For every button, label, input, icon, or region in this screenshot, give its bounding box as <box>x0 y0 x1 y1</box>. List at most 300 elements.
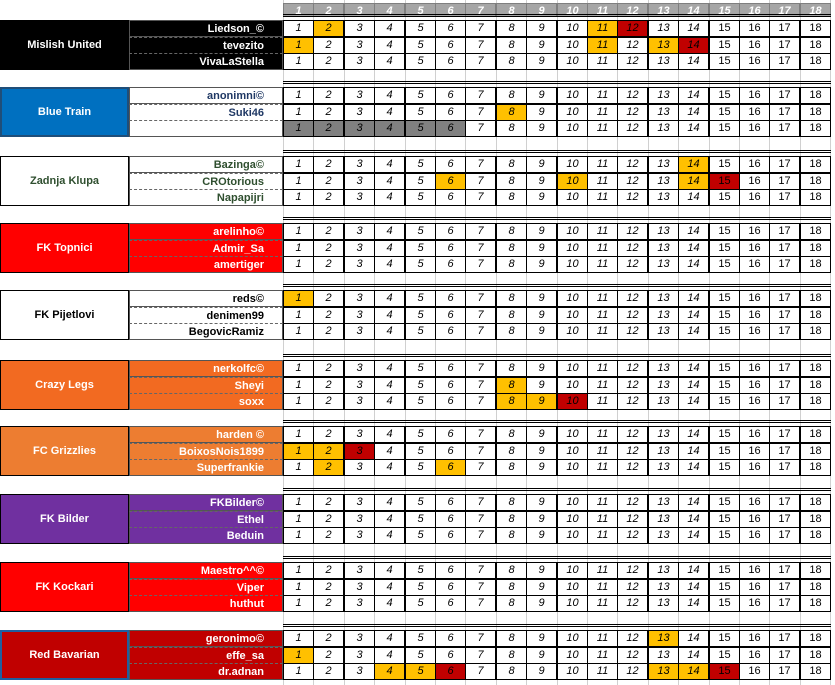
player-name[interactable]: Ethel <box>129 511 283 528</box>
round-cell[interactable]: 1 <box>283 393 314 410</box>
round-cell[interactable]: 15 <box>709 360 740 377</box>
round-cell[interactable]: 8 <box>496 360 527 377</box>
round-cell[interactable]: 17 <box>769 630 800 647</box>
round-cell[interactable]: 2 <box>313 307 344 324</box>
round-cell[interactable]: 8 <box>496 443 527 460</box>
round-cell[interactable]: 1 <box>283 562 314 579</box>
round-cell[interactable]: 11 <box>587 647 618 664</box>
round-cell[interactable]: 14 <box>678 37 709 54</box>
round-cell[interactable]: 4 <box>374 53 405 70</box>
round-cell[interactable]: 1 <box>283 240 314 257</box>
round-cell[interactable]: 1 <box>283 104 314 121</box>
player-name[interactable]: Admir_Sa <box>129 240 283 257</box>
round-cell[interactable]: 15 <box>709 104 740 121</box>
round-cell[interactable]: 17 <box>769 562 800 579</box>
round-cell[interactable]: 8 <box>496 494 527 511</box>
round-cell[interactable]: 5 <box>405 223 436 240</box>
round-cell[interactable]: 8 <box>496 290 527 307</box>
round-cell[interactable]: 15 <box>709 189 740 206</box>
round-cell[interactable]: 8 <box>496 527 527 544</box>
round-cell[interactable]: 5 <box>405 87 436 104</box>
round-cell[interactable]: 2 <box>313 527 344 544</box>
round-cell[interactable]: 10 <box>557 53 588 70</box>
round-cell[interactable]: 11 <box>587 120 618 137</box>
round-cell[interactable]: 4 <box>374 189 405 206</box>
round-cell[interactable]: 18 <box>800 156 831 173</box>
round-cell[interactable]: 10 <box>557 647 588 664</box>
round-cell[interactable]: 13 <box>648 527 679 544</box>
round-cell[interactable]: 15 <box>709 377 740 394</box>
round-cell[interactable]: 3 <box>344 527 375 544</box>
player-name[interactable]: reds© <box>129 290 283 307</box>
round-cell[interactable]: 3 <box>344 104 375 121</box>
round-cell[interactable]: 11 <box>587 240 618 257</box>
round-cell[interactable]: 11 <box>587 104 618 121</box>
round-cell[interactable]: 8 <box>496 256 527 273</box>
round-cell[interactable]: 15 <box>709 595 740 612</box>
round-cell[interactable]: 18 <box>800 223 831 240</box>
round-cell[interactable]: 17 <box>769 290 800 307</box>
round-cell[interactable]: 14 <box>678 256 709 273</box>
round-cell[interactable]: 3 <box>344 323 375 340</box>
round-cell[interactable]: 1 <box>283 323 314 340</box>
round-cell[interactable]: 10 <box>557 223 588 240</box>
round-cell[interactable]: 2 <box>313 256 344 273</box>
round-cell[interactable]: 9 <box>526 426 557 443</box>
round-cell[interactable]: 17 <box>769 511 800 528</box>
round-cell[interactable]: 10 <box>557 307 588 324</box>
round-cell[interactable]: 14 <box>678 156 709 173</box>
round-cell[interactable]: 3 <box>344 393 375 410</box>
round-cell[interactable]: 2 <box>313 120 344 137</box>
round-cell[interactable]: 7 <box>465 393 496 410</box>
round-cell[interactable]: 5 <box>405 595 436 612</box>
round-cell[interactable]: 2 <box>313 459 344 476</box>
round-cell[interactable]: 11 <box>587 443 618 460</box>
round-cell[interactable]: 5 <box>405 663 436 680</box>
round-cell[interactable]: 7 <box>465 459 496 476</box>
round-cell[interactable]: 16 <box>739 494 770 511</box>
round-cell[interactable]: 14 <box>678 360 709 377</box>
round-cell[interactable]: 10 <box>557 256 588 273</box>
round-cell[interactable]: 13 <box>648 173 679 190</box>
round-cell[interactable]: 9 <box>526 595 557 612</box>
round-cell[interactable]: 15 <box>709 20 740 37</box>
round-cell[interactable]: 14 <box>678 290 709 307</box>
column-header[interactable]: 11 <box>587 3 618 17</box>
round-cell[interactable]: 16 <box>739 20 770 37</box>
round-cell[interactable]: 18 <box>800 37 831 54</box>
round-cell[interactable]: 1 <box>283 87 314 104</box>
round-cell[interactable]: 17 <box>769 120 800 137</box>
round-cell[interactable]: 12 <box>617 459 648 476</box>
player-name[interactable]: Sheyi <box>129 377 283 394</box>
round-cell[interactable]: 17 <box>769 223 800 240</box>
round-cell[interactable]: 6 <box>435 511 466 528</box>
round-cell[interactable]: 10 <box>557 360 588 377</box>
round-cell[interactable]: 9 <box>526 511 557 528</box>
round-cell[interactable]: 6 <box>435 53 466 70</box>
player-name[interactable]: huthut <box>129 595 283 612</box>
round-cell[interactable]: 3 <box>344 189 375 206</box>
round-cell[interactable]: 16 <box>739 459 770 476</box>
round-cell[interactable]: 7 <box>465 87 496 104</box>
round-cell[interactable]: 6 <box>435 562 466 579</box>
round-cell[interactable]: 17 <box>769 240 800 257</box>
round-cell[interactable]: 7 <box>465 426 496 443</box>
round-cell[interactable]: 8 <box>496 223 527 240</box>
round-cell[interactable]: 3 <box>344 290 375 307</box>
round-cell[interactable]: 10 <box>557 393 588 410</box>
round-cell[interactable]: 6 <box>435 290 466 307</box>
round-cell[interactable]: 11 <box>587 663 618 680</box>
round-cell[interactable]: 5 <box>405 323 436 340</box>
round-cell[interactable]: 4 <box>374 443 405 460</box>
round-cell[interactable]: 3 <box>344 120 375 137</box>
round-cell[interactable]: 15 <box>709 443 740 460</box>
round-cell[interactable]: 11 <box>587 323 618 340</box>
round-cell[interactable]: 10 <box>557 104 588 121</box>
round-cell[interactable]: 11 <box>587 37 618 54</box>
round-cell[interactable]: 15 <box>709 527 740 544</box>
round-cell[interactable]: 4 <box>374 630 405 647</box>
round-cell[interactable]: 14 <box>678 173 709 190</box>
round-cell[interactable]: 7 <box>465 323 496 340</box>
round-cell[interactable]: 18 <box>800 256 831 273</box>
round-cell[interactable]: 9 <box>526 120 557 137</box>
round-cell[interactable]: 13 <box>648 393 679 410</box>
round-cell[interactable]: 11 <box>587 426 618 443</box>
round-cell[interactable]: 13 <box>648 290 679 307</box>
round-cell[interactable]: 7 <box>465 120 496 137</box>
round-cell[interactable]: 16 <box>739 562 770 579</box>
round-cell[interactable]: 13 <box>648 223 679 240</box>
round-cell[interactable]: 8 <box>496 173 527 190</box>
round-cell[interactable]: 2 <box>313 156 344 173</box>
round-cell[interactable]: 16 <box>739 290 770 307</box>
round-cell[interactable]: 16 <box>739 393 770 410</box>
round-cell[interactable]: 14 <box>678 426 709 443</box>
round-cell[interactable]: 14 <box>678 189 709 206</box>
round-cell[interactable]: 11 <box>587 156 618 173</box>
round-cell[interactable]: 12 <box>617 120 648 137</box>
round-cell[interactable]: 17 <box>769 323 800 340</box>
round-cell[interactable]: 17 <box>769 494 800 511</box>
player-name[interactable]: amertiger <box>129 256 283 273</box>
round-cell[interactable]: 17 <box>769 377 800 394</box>
round-cell[interactable]: 11 <box>587 377 618 394</box>
round-cell[interactable]: 17 <box>769 426 800 443</box>
round-cell[interactable]: 16 <box>739 87 770 104</box>
round-cell[interactable]: 13 <box>648 240 679 257</box>
round-cell[interactable]: 16 <box>739 426 770 443</box>
round-cell[interactable]: 1 <box>283 579 314 596</box>
round-cell[interactable]: 5 <box>405 37 436 54</box>
round-cell[interactable]: 8 <box>496 20 527 37</box>
round-cell[interactable]: 14 <box>678 307 709 324</box>
round-cell[interactable]: 2 <box>313 663 344 680</box>
round-cell[interactable]: 14 <box>678 663 709 680</box>
round-cell[interactable]: 6 <box>435 663 466 680</box>
column-header[interactable]: 17 <box>769 3 800 17</box>
round-cell[interactable]: 16 <box>739 37 770 54</box>
column-header[interactable]: 15 <box>709 3 740 17</box>
round-cell[interactable]: 18 <box>800 104 831 121</box>
round-cell[interactable]: 9 <box>526 53 557 70</box>
round-cell[interactable]: 6 <box>435 20 466 37</box>
round-cell[interactable]: 17 <box>769 527 800 544</box>
round-cell[interactable]: 18 <box>800 53 831 70</box>
round-cell[interactable]: 15 <box>709 120 740 137</box>
round-cell[interactable]: 16 <box>739 223 770 240</box>
round-cell[interactable]: 3 <box>344 87 375 104</box>
round-cell[interactable]: 1 <box>283 494 314 511</box>
round-cell[interactable]: 15 <box>709 37 740 54</box>
round-cell[interactable]: 13 <box>648 426 679 443</box>
round-cell[interactable]: 15 <box>709 579 740 596</box>
round-cell[interactable]: 12 <box>617 290 648 307</box>
round-cell[interactable]: 9 <box>526 443 557 460</box>
round-cell[interactable]: 1 <box>283 53 314 70</box>
round-cell[interactable]: 17 <box>769 104 800 121</box>
round-cell[interactable]: 12 <box>617 256 648 273</box>
round-cell[interactable]: 13 <box>648 595 679 612</box>
round-cell[interactable]: 18 <box>800 527 831 544</box>
round-cell[interactable]: 15 <box>709 562 740 579</box>
player-name[interactable]: CROtorious <box>129 173 283 190</box>
round-cell[interactable]: 5 <box>405 360 436 377</box>
round-cell[interactable]: 8 <box>496 37 527 54</box>
round-cell[interactable]: 4 <box>374 104 405 121</box>
round-cell[interactable]: 10 <box>557 323 588 340</box>
round-cell[interactable]: 12 <box>617 37 648 54</box>
player-name[interactable]: VivaLaStella <box>129 53 283 70</box>
round-cell[interactable]: 1 <box>283 377 314 394</box>
round-cell[interactable]: 6 <box>435 104 466 121</box>
round-cell[interactable]: 9 <box>526 189 557 206</box>
round-cell[interactable]: 13 <box>648 189 679 206</box>
round-cell[interactable]: 8 <box>496 426 527 443</box>
round-cell[interactable]: 7 <box>465 630 496 647</box>
round-cell[interactable]: 12 <box>617 630 648 647</box>
round-cell[interactable]: 5 <box>405 290 436 307</box>
round-cell[interactable]: 7 <box>465 579 496 596</box>
round-cell[interactable]: 3 <box>344 647 375 664</box>
round-cell[interactable]: 17 <box>769 173 800 190</box>
round-cell[interactable]: 9 <box>526 307 557 324</box>
round-cell[interactable]: 5 <box>405 307 436 324</box>
round-cell[interactable]: 3 <box>344 663 375 680</box>
round-cell[interactable]: 12 <box>617 87 648 104</box>
round-cell[interactable]: 7 <box>465 663 496 680</box>
round-cell[interactable]: 7 <box>465 443 496 460</box>
round-cell[interactable]: 13 <box>648 647 679 664</box>
player-name[interactable]: Bazinga© <box>129 156 283 173</box>
column-header[interactable]: 18 <box>800 3 831 17</box>
round-cell[interactable]: 15 <box>709 223 740 240</box>
round-cell[interactable]: 12 <box>617 307 648 324</box>
round-cell[interactable]: 4 <box>374 307 405 324</box>
round-cell[interactable]: 6 <box>435 426 466 443</box>
round-cell[interactable]: 16 <box>739 240 770 257</box>
round-cell[interactable]: 12 <box>617 240 648 257</box>
round-cell[interactable]: 10 <box>557 240 588 257</box>
round-cell[interactable]: 18 <box>800 647 831 664</box>
round-cell[interactable]: 3 <box>344 459 375 476</box>
round-cell[interactable]: 2 <box>313 87 344 104</box>
round-cell[interactable]: 4 <box>374 527 405 544</box>
round-cell[interactable]: 4 <box>374 426 405 443</box>
round-cell[interactable]: 4 <box>374 511 405 528</box>
round-cell[interactable]: 5 <box>405 562 436 579</box>
round-cell[interactable]: 9 <box>526 647 557 664</box>
round-cell[interactable]: 12 <box>617 494 648 511</box>
round-cell[interactable]: 10 <box>557 494 588 511</box>
round-cell[interactable]: 15 <box>709 307 740 324</box>
round-cell[interactable]: 7 <box>465 377 496 394</box>
round-cell[interactable]: 18 <box>800 511 831 528</box>
round-cell[interactable]: 13 <box>648 307 679 324</box>
round-cell[interactable]: 1 <box>283 511 314 528</box>
round-cell[interactable]: 6 <box>435 256 466 273</box>
round-cell[interactable]: 16 <box>739 377 770 394</box>
column-header[interactable]: 12 <box>617 3 648 17</box>
column-header[interactable]: 14 <box>678 3 709 17</box>
round-cell[interactable]: 12 <box>617 595 648 612</box>
round-cell[interactable]: 12 <box>617 377 648 394</box>
round-cell[interactable]: 15 <box>709 494 740 511</box>
round-cell[interactable]: 6 <box>435 595 466 612</box>
round-cell[interactable]: 16 <box>739 663 770 680</box>
round-cell[interactable]: 14 <box>678 104 709 121</box>
round-cell[interactable]: 18 <box>800 173 831 190</box>
round-cell[interactable]: 17 <box>769 307 800 324</box>
round-cell[interactable]: 13 <box>648 494 679 511</box>
round-cell[interactable]: 14 <box>678 53 709 70</box>
column-header[interactable]: 5 <box>405 3 436 17</box>
player-name[interactable]: geronimo© <box>129 630 283 647</box>
column-header[interactable]: 16 <box>739 3 770 17</box>
round-cell[interactable]: 11 <box>587 527 618 544</box>
round-cell[interactable]: 4 <box>374 647 405 664</box>
round-cell[interactable]: 4 <box>374 87 405 104</box>
round-cell[interactable]: 13 <box>648 579 679 596</box>
round-cell[interactable]: 5 <box>405 156 436 173</box>
player-name[interactable]: BegovicRamiz <box>129 323 283 340</box>
team-name[interactable]: Crazy Legs <box>0 360 129 410</box>
round-cell[interactable]: 3 <box>344 53 375 70</box>
column-header[interactable]: 2 <box>313 3 344 17</box>
round-cell[interactable]: 2 <box>313 20 344 37</box>
round-cell[interactable]: 11 <box>587 173 618 190</box>
round-cell[interactable]: 3 <box>344 562 375 579</box>
round-cell[interactable]: 11 <box>587 256 618 273</box>
round-cell[interactable]: 12 <box>617 20 648 37</box>
round-cell[interactable]: 8 <box>496 156 527 173</box>
round-cell[interactable]: 10 <box>557 377 588 394</box>
team-name[interactable]: Zadnja Klupa <box>0 156 129 206</box>
column-header[interactable]: 13 <box>648 3 679 17</box>
round-cell[interactable]: 18 <box>800 360 831 377</box>
player-name[interactable]: Maestro^^© <box>129 562 283 579</box>
team-name[interactable]: Mislish United <box>0 20 129 70</box>
round-cell[interactable]: 9 <box>526 223 557 240</box>
round-cell[interactable]: 13 <box>648 377 679 394</box>
round-cell[interactable]: 13 <box>648 156 679 173</box>
round-cell[interactable]: 6 <box>435 173 466 190</box>
round-cell[interactable]: 9 <box>526 104 557 121</box>
round-cell[interactable]: 1 <box>283 647 314 664</box>
round-cell[interactable]: 3 <box>344 20 375 37</box>
round-cell[interactable]: 16 <box>739 647 770 664</box>
round-cell[interactable]: 9 <box>526 494 557 511</box>
round-cell[interactable]: 10 <box>557 443 588 460</box>
player-name[interactable]: arelinho© <box>129 223 283 240</box>
round-cell[interactable]: 18 <box>800 307 831 324</box>
round-cell[interactable]: 7 <box>465 156 496 173</box>
round-cell[interactable]: 4 <box>374 156 405 173</box>
round-cell[interactable]: 16 <box>739 173 770 190</box>
round-cell[interactable]: 16 <box>739 53 770 70</box>
round-cell[interactable]: 8 <box>496 120 527 137</box>
round-cell[interactable]: 12 <box>617 104 648 121</box>
round-cell[interactable]: 11 <box>587 393 618 410</box>
round-cell[interactable]: 8 <box>496 307 527 324</box>
round-cell[interactable]: 1 <box>283 459 314 476</box>
round-cell[interactable]: 17 <box>769 595 800 612</box>
round-cell[interactable]: 15 <box>709 53 740 70</box>
round-cell[interactable]: 4 <box>374 240 405 257</box>
round-cell[interactable]: 5 <box>405 104 436 121</box>
round-cell[interactable]: 3 <box>344 240 375 257</box>
round-cell[interactable]: 8 <box>496 562 527 579</box>
round-cell[interactable]: 12 <box>617 323 648 340</box>
round-cell[interactable]: 11 <box>587 595 618 612</box>
round-cell[interactable]: 13 <box>648 360 679 377</box>
round-cell[interactable]: 17 <box>769 53 800 70</box>
round-cell[interactable]: 1 <box>283 595 314 612</box>
round-cell[interactable]: 17 <box>769 87 800 104</box>
round-cell[interactable]: 1 <box>283 443 314 460</box>
round-cell[interactable]: 7 <box>465 189 496 206</box>
round-cell[interactable]: 7 <box>465 511 496 528</box>
round-cell[interactable]: 16 <box>739 307 770 324</box>
player-name[interactable]: Napapijri <box>129 189 283 206</box>
round-cell[interactable]: 18 <box>800 290 831 307</box>
round-cell[interactable]: 4 <box>374 360 405 377</box>
round-cell[interactable]: 12 <box>617 443 648 460</box>
round-cell[interactable]: 9 <box>526 37 557 54</box>
round-cell[interactable]: 1 <box>283 189 314 206</box>
round-cell[interactable]: 9 <box>526 377 557 394</box>
round-cell[interactable]: 1 <box>283 630 314 647</box>
round-cell[interactable]: 2 <box>313 240 344 257</box>
round-cell[interactable]: 17 <box>769 459 800 476</box>
player-name[interactable]: Beduin <box>129 527 283 544</box>
round-cell[interactable]: 8 <box>496 53 527 70</box>
round-cell[interactable]: 5 <box>405 393 436 410</box>
round-cell[interactable]: 14 <box>678 87 709 104</box>
round-cell[interactable]: 9 <box>526 256 557 273</box>
round-cell[interactable]: 1 <box>283 527 314 544</box>
round-cell[interactable]: 5 <box>405 459 436 476</box>
round-cell[interactable]: 18 <box>800 459 831 476</box>
round-cell[interactable]: 2 <box>313 579 344 596</box>
round-cell[interactable]: 13 <box>648 663 679 680</box>
round-cell[interactable]: 16 <box>739 511 770 528</box>
round-cell[interactable]: 9 <box>526 663 557 680</box>
round-cell[interactable]: 7 <box>465 562 496 579</box>
